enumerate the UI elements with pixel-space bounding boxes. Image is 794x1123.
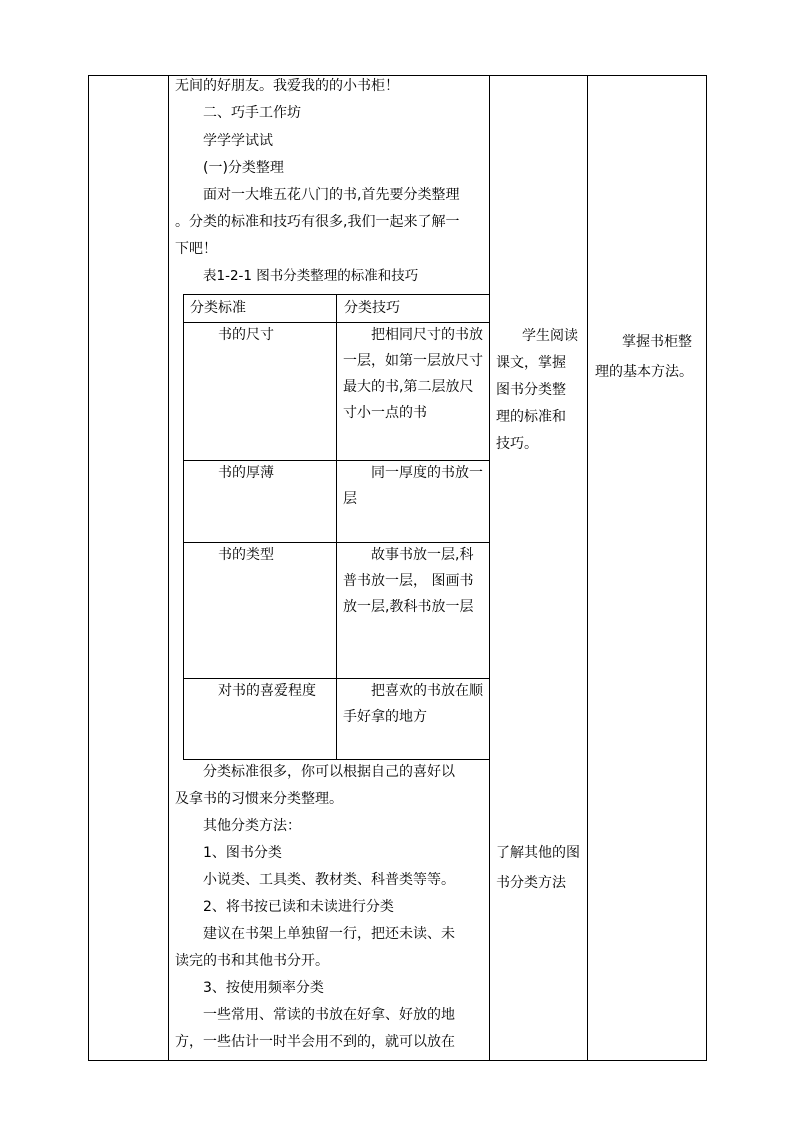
table-cell-tip: 故事书放一层,科普书放一层， 图画书放一层,教科书放一层	[343, 547, 474, 615]
student-activity-text: 技巧。	[496, 436, 538, 452]
lesson-table	[88, 75, 707, 1061]
paragraph: 小说类、工具类、教材类、科普类等等。	[203, 872, 455, 888]
table-cell-standard: 书的尺寸	[218, 327, 274, 343]
list-heading: 2、将书按已读和未读进行分类	[203, 899, 394, 915]
goal-text: 掌握书柜整	[622, 334, 692, 350]
subsection-heading: (一)分类整理	[203, 160, 284, 176]
paragraph: 其他分类方法：	[203, 818, 301, 834]
table-cell-tip: 把相同尺寸的书放一层，如第一层放尺寸最大的书,第二层放尺寸小一点的书	[343, 327, 483, 421]
student-activity-text: 理的标准和	[496, 409, 566, 425]
section-heading: 二、巧手工作坊	[203, 105, 301, 121]
paragraph: 及拿书的习惯来分类整理。	[175, 791, 343, 807]
subsection-heading: 学学学试试	[203, 133, 273, 149]
table-cell-tip: 把喜欢的书放在顺手好拿的地方	[343, 683, 483, 725]
paragraph: 下吧！	[175, 241, 217, 257]
student-activity-text: 图书分类整	[496, 382, 566, 398]
table-cell-standard: 书的厚薄	[218, 465, 274, 481]
student-activity-text: 了解其他的图	[496, 845, 580, 861]
goal-text: 理的基本方法。	[595, 364, 693, 380]
paragraph: 建议在书架上单独留一行，把还未读、未	[203, 926, 455, 942]
paragraph: 方，一些估计一时半会用不到的，就可以放在	[175, 1034, 455, 1050]
student-activity-column	[490, 76, 587, 1060]
paragraph: 一些常用、常读的书放在好拿、好放的地	[203, 1007, 455, 1023]
classification-table	[183, 294, 489, 760]
table-column-divider	[336, 295, 337, 759]
student-activity-text: 课文，掌握	[496, 355, 566, 371]
student-activity-text: 学生阅读	[522, 328, 578, 344]
table-cell-standard: 对书的喜爱程度	[218, 683, 316, 699]
paragraph: 无间的好朋友。我爱我的的小书柜！	[175, 78, 399, 94]
student-activity-text: 书分类方法	[496, 875, 566, 891]
paragraph: 分类标准很多，你可以根据自己的喜好以	[203, 764, 455, 780]
table-cell-standard: 书的类型	[218, 547, 274, 563]
paragraph: 读完的书和其他书分开。	[175, 953, 329, 969]
list-heading: 1、图书分类	[203, 845, 282, 861]
teaching-content-column	[169, 76, 489, 1060]
table-caption: 表1-2-1 图书分类整理的标准和技巧	[203, 268, 419, 284]
goal-column	[588, 76, 706, 1060]
paragraph: 。分类的标准和技巧有很多,我们一起来了解一	[175, 214, 460, 230]
table-cell-tip: 同一厚度的书放一层	[343, 465, 483, 507]
paragraph: 面对一大堆五花八门的书,首先要分类整理	[203, 187, 460, 203]
table-header: 分类技巧	[344, 300, 400, 316]
table-header: 分类标准	[190, 300, 246, 316]
list-heading: 3、按使用频率分类	[203, 980, 324, 996]
